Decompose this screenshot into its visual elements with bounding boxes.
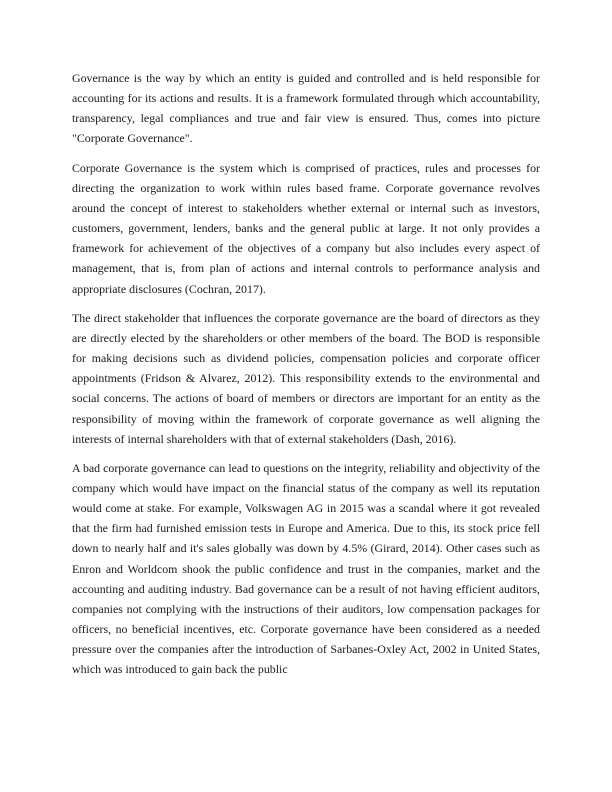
paragraph-corporate-governance-system: Corporate Governance is the system which is comprised of practices, rules and processes for directing the organization to work within rules based frame. Corporate governance revolves around the concept of interest to stakeholders whether external or internal such as investors, customers, government, lenders, banks and the general public at large. It not only provides a framework for achievement of the objectives of a company but also includes every aspect of management, that is, from plan of actions and internal controls to performance analysis and appropriate disclosures (Cochran, 2017). (72, 160, 540, 296)
paragraph-board-of-directors: The direct stakeholder that influences the corporate governance are the board of directors as they are directly elected by the shareholders or other members of the board. The BOD is responsible for making decisions such as dividend policies, compensation policies and corporate officer appointments (Fridson & Alvarez, 2012). This responsibility extends to the environmental and social concerns. The actions of board of members or directors are important for an entity as the responsibility of moving within the framework of corporate governance as well aligning the interests of internal shareholders with that of external stakeholders (Dash, 2016). (72, 310, 540, 446)
paragraph-bad-governance: A bad corporate governance can lead to questions on the integrity, reliability and objectivity of the company which would have impact on the financial status of the company as well its reputation would come at stake. For example, Volkswagen AG in 2015 was a scandal where it got revealed that the firm had furnished emission tests in Europe and America. Due to this, its stock price fell down to nearly half and it's sales globally was down by 4.5% (Girard, 2014). Other cases such as Enron and Worldcom shook the public confidence and trust in the companies, market and the accounting and auditing industry. Bad governance can be a result of not having efficient auditors, companies not complying with the instructions of their auditors, low compensation packages for officers, no beneficial incentives, etc. Corporate governance have been considered as a needed pressure over the companies after the introduction of Sarbanes-Oxley Act, 2002 in United States, which was introduced to gain back the public (72, 460, 540, 677)
document-body (72, 68, 540, 689)
paragraph-governance-definition: Governance is the way by which an entity is guided and controlled and is held responsible for accounting for its actions and results. It is a framework formulated through which accountability, transparency, legal compliances and true and fair view is ensured. Thus, comes into picture "Corporate Governance". (72, 71, 540, 146)
